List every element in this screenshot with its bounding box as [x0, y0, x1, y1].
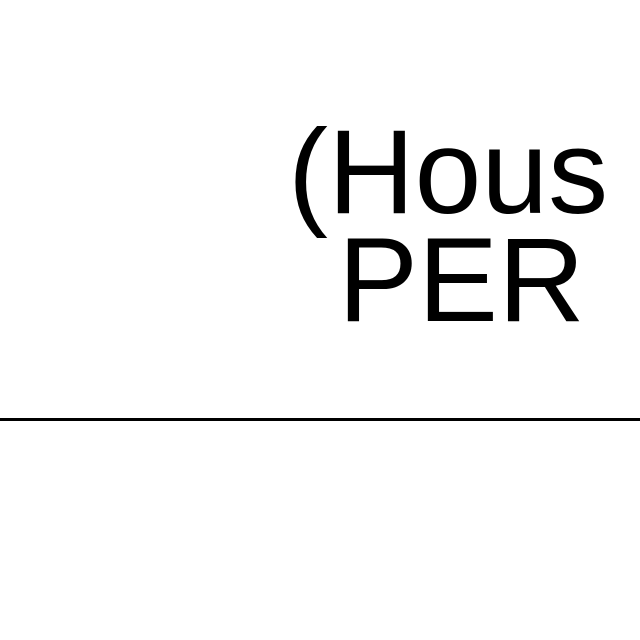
- heading-line-per: PER: [338, 213, 585, 347]
- horizontal-divider: [0, 418, 640, 421]
- cropped-heading-line: (Hous: [288, 105, 609, 239]
